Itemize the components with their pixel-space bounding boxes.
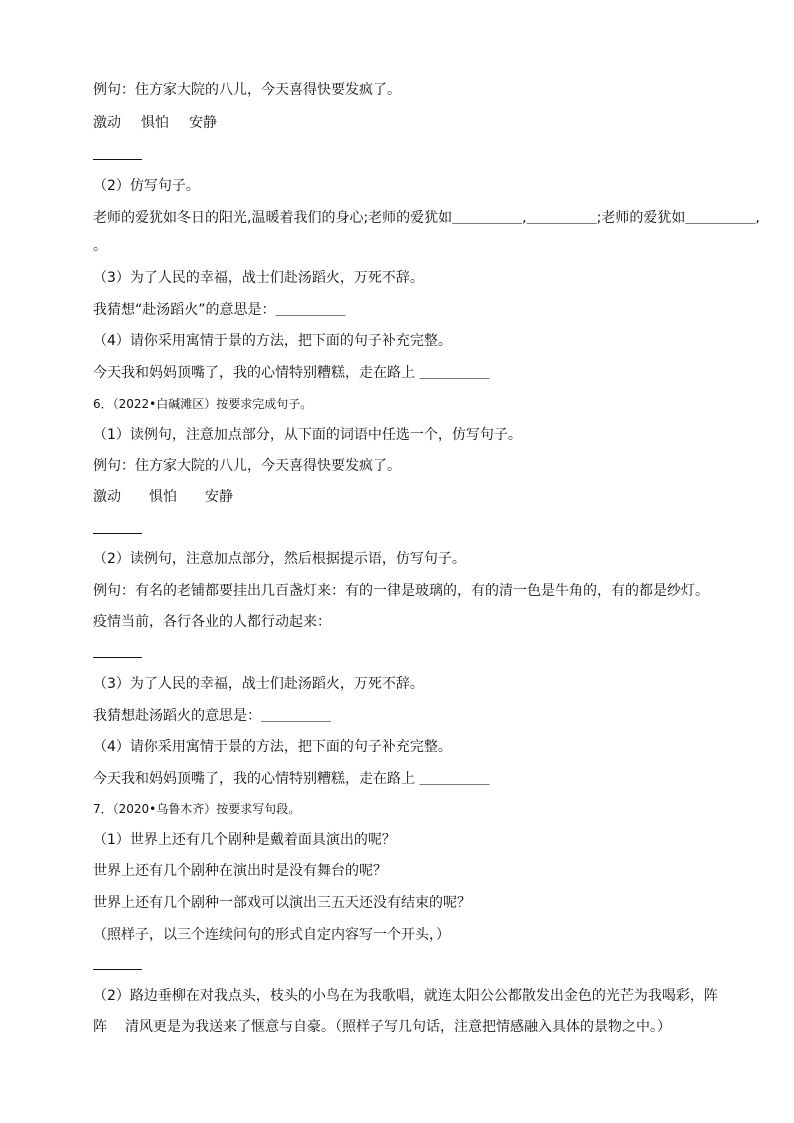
q7-sub2-line1: （2）路边垂柳在对我点头，枝头的小鸟在为我歌唱，就连太阳公公都散发出金色的光芒为我喝彩，阵: [93, 988, 718, 1004]
word-option: 惧怕: [149, 489, 177, 505]
q6-sub2-prompt: 疫情当前，各行各业的人都行动起来：: [93, 614, 331, 630]
q5-sub4-title: （4）请你采用寓情于景的方法，把下面的句子补充完整。: [93, 333, 452, 349]
answer-blank[interactable]: [93, 657, 142, 658]
q6-example: 例句：住方家大院的八儿，今天喜得快要发疯了。: [93, 458, 401, 474]
q6-word-list: [93, 487, 233, 507]
q6-sub2-title: （2）读例句，注意加点部分，然后根据提示语，仿写句子。: [93, 551, 466, 567]
q6-sub1-title: （1）读例句，注意加点部分，从下面的词语中任选一个，仿写句子。: [93, 427, 522, 443]
q5-word-list: [93, 113, 217, 133]
q5-sub2-title: （2）仿写句子。: [93, 178, 200, 194]
q5-sub2-text: 老师的爱犹如冬日的阳光,温暖着我们的身心;老师的爱犹如＿＿＿＿＿,＿＿＿＿＿;老师的爱犹如＿＿＿＿＿,: [93, 210, 760, 226]
answer-blank[interactable]: [93, 533, 142, 534]
word-option: 安静: [189, 115, 217, 131]
word-option: 激动: [93, 489, 121, 505]
word-option: 安静: [205, 489, 233, 505]
q5-sub4-text: 今天我和妈妈顶嘴了，我的心情特别糟糕，走在路上 ＿＿＿＿＿: [93, 365, 490, 381]
q7-instruction: （照样子，以三个连续问句的形式自定内容写一个开头，）: [93, 927, 450, 943]
q7-sub2-line2-rest: 清风更是为我送来了惬意与自豪。（照样子写几句话，注意把情感融入具体的景物之中。）: [125, 1019, 671, 1035]
answer-blank[interactable]: [93, 969, 142, 970]
q5-sub3-title: （3）为了人民的幸福，战士们赴汤蹈火，万死不辞。: [93, 270, 424, 286]
q6-sub3-title: （3）为了人民的幸福，战士们赴汤蹈火，万死不辞。: [93, 676, 424, 692]
q6-sub4-title: （4）请你采用寓情于景的方法，把下面的句子补充完整。: [93, 739, 452, 755]
q7-line: 世界上还有几个剧种在演出时是没有舞台的呢？: [93, 863, 387, 879]
q7-sub2-line2: [93, 1017, 671, 1037]
q7-sub2-line2-start: 阵: [93, 1019, 107, 1035]
word-option: 激动: [93, 115, 121, 131]
q6-sub3-text: 我猜想赴汤蹈火的意思是：＿＿＿＿＿: [93, 708, 331, 724]
q6-sub4-text: 今天我和妈妈顶嘴了，我的心情特别糟糕，走在路上 ＿＿＿＿＿: [93, 771, 490, 787]
q5-example: 例句：住方家大院的八儿，今天喜得快要发疯了。: [93, 82, 401, 98]
q6-sub2-example: 例句：有名的老铺都要挂出几百盏灯来：有的一律是玻璃的，有的清一色是牛角的，有的都是纱灯。: [93, 583, 709, 599]
q5-sub2-tail: 。: [93, 238, 107, 254]
q7-sub1-title: （1）世界上还有几个剧种是戴着面具演出的呢？: [93, 832, 396, 848]
word-option: 惧怕: [141, 115, 169, 131]
answer-blank[interactable]: [93, 159, 142, 160]
q7-line: 世界上还有几个剧种一部戏可以演出三五天还没有结束的呢？: [93, 895, 471, 911]
q7-header: 7．（2020•乌鲁木齐）按要求写句段。: [93, 802, 301, 816]
q6-header: 6．（2022•白碱滩区）按要求完成句子。: [93, 397, 313, 411]
q5-sub3-text: 我猜想“赴汤蹈火”的意思是：＿＿＿＿＿: [93, 302, 346, 318]
